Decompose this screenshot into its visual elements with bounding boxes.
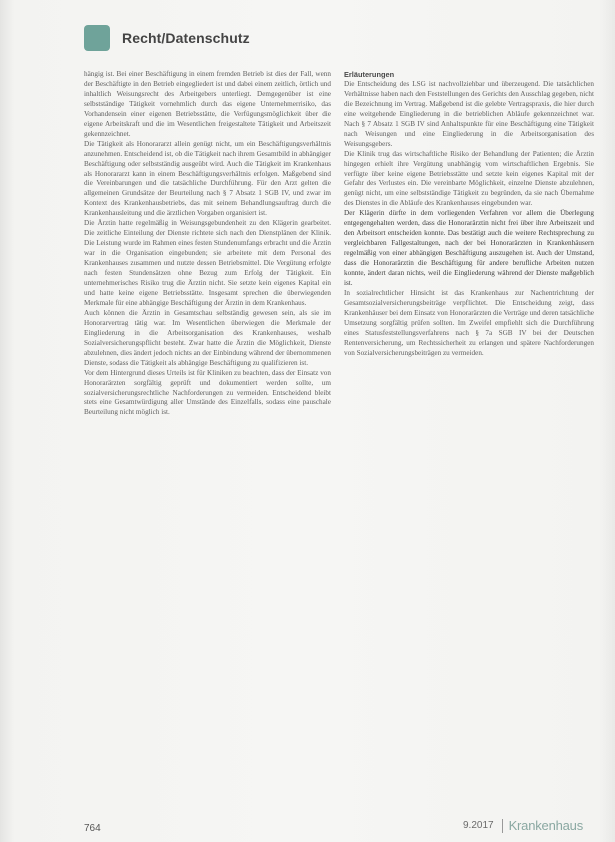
section-header	[84, 25, 250, 51]
issue-label: 9.2017	[462, 820, 494, 831]
left-column	[84, 70, 331, 418]
right-subhead: Erläuterungen	[344, 70, 395, 79]
right-column	[344, 70, 594, 359]
right-paragraph: Der Klägerin dürfte in dem vorliegenden Verfahren vor allem die Überlegung entgegengehalten werden, dass die Honorarärztin nicht frei über ihre Arbeitszeit und den Arbeitsort entscheiden konnte. Das bestätigt auch die weitere Rechtsprechung zu vergleichbaren Fallgestaltungen, nach der bei Honorarärzten in Krankenhäusern regelmäßig von einer abhängigen Beschäftigung auszugehen ist. Auch der Umstand, dass die Honorarärztin die Beschäftigung für andere berufliche Arbeiten nutzen konnte, ändert daran nichts, weil die Eingliederung während der Dienste maßgeblich ist.	[344, 209, 594, 288]
magazine-brand: Krankenhaus	[508, 818, 583, 833]
section-logo-square	[84, 25, 110, 51]
right-paragraph: In sozialrechtlicher Hinsicht ist das Krankenhaus zur Nachentrichtung der Gesamtsozialversicherungsbeiträge verpflichtet. Die Entscheidung zeigt, dass Krankenhäuser bei dem Einsatz von Honorarärzten die Verträge und deren tatsächliche Umsetzung sorgfältig prüfen sollten. Im Zweifel empfiehlt sich die Durchführung eines Statusfeststellungsverfahrens nach § 7a SGB IV bei der Deutschen Rentenversicherung, um Rechtssicherheit zu erlangen und spätere Nachforderungen von Sozialversicherungsbeiträgen zu vermeiden.	[344, 288, 594, 357]
right-paragraph: Die Klinik trug das wirtschaftliche Risiko der Behandlung der Patienten; die Ärztin hingegen erhielt ihre Vergütung unabhängig vom wirtschaftlichen Ergebnis. Sie verfügte über keine eigene Betriebsstätte und setzte kein eigenes Kapital mit der Gefahr des Verlustes ein. Die vereinbarte Möglichkeit, einzelne Dienste abzulehnen, genügt nicht, um eine selbstständige Tätigkeit zu begründen, da sie nach Übernahme des Dienstes in die Abläufe des Krankenhauses eingebunden war.	[344, 149, 594, 208]
page-number: 764	[84, 823, 101, 834]
left-paragraph: Auch können die Ärztin in Gesamtschau selbständig gewesen sein, als sie im Honorarvertrag tätig war. Im Wesentlichen überwiegen die Merkmale der Eingliederung in die Arbeitsorganisation des Krankenhauses, weshalb Sozialversicherungspflicht besteht. Zwar hatte die Ärztin die Möglichkeit, Dienste abzulehnen, dies ändert jedoch nichts an der Einbindung während der übernommenen Dienste, sodass die Tätigkeit als abhängige Beschäftigung zu qualifizieren ist.	[84, 308, 331, 367]
left-paragraph: Die Tätigkeit als Honorararzt allein genügt nicht, um ein Beschäftigungsverhältnis anzunehmen. Entscheidend ist, ob die Tätigkeit nach ihrem Gesamtbild in abhängiger Beschäftigung oder selbstständig ausgeübt wird. Auch die Tätigkeit im Krankenhaus als Honorararzt kann in einem Beschäftigungsverhältnis erfolgen. Maßgebend sind die Vereinbarungen und die tatsächliche Durchführung. Für den Arzt gelten die allgemeinen Grundsätze der Beurteilung nach § 7 Absatz 1 SGB IV, und zwar im Kontext des Krankenhausbetriebs, das mit seinem Behandlungsauftrag durch die Krankenhausleitung und die ärztlichen Vorgaben organisiert ist.	[84, 139, 331, 218]
section-title: Recht/Datenschutz	[122, 30, 250, 46]
left-paragraph: Die Ärztin hatte regelmäßig in Weisungsgebundenheit zu den Klägerin gearbeitet. Die zeitliche Einteilung der Dienste richtete sich nach den Dienstplänen der Klinik. Die Leistung wurde im Rahmen eines festen Stundenumfangs erbracht und die Ärztin war in die Organisation eingebunden; sie arbeitete mit dem Personal des Krankenhauses zusammen und nutzte dessen Betriebsmittel. Die Vergütung erfolgte nach festen Stundensätzen ohne Bezug zum Erfolg der Tätigkeit. Ein unternehmerisches Risiko trug die Ärztin nicht. Sie setzte kein eigenes Kapital ein und hatte keine eigene Betriebsstätte. Insgesamt sprechen die überwiegenden Merkmale für eine abhängige Beschäftigung der Ärztin in dem Krankenhaus.	[84, 219, 331, 307]
footer-branding	[463, 818, 583, 833]
left-paragraph: Vor dem Hintergrund dieses Urteils ist für Kliniken zu beachten, dass der Einsatz von Honorarärzten sorgfältig geprüft und dokumentiert werden sollte, um sozialversicherungsrechtliche Nachforderungen zu vermeiden. Entscheidend bleibt stets eine Gesamtwürdigung aller Umstände des Einzelfalls, sodass eine pauschale Beurteilung nicht möglich ist.	[84, 368, 331, 417]
footer-divider	[502, 819, 503, 833]
right-paragraph: Die Entscheidung des LSG ist nachvollziehbar und überzeugend. Die tatsächlichen Verhältnisse haben nach den Feststellungen des Gerichts den Ausschlag gegeben, nicht die Bezeichnung im Vertrag. Maßgebend ist die gelebte Vertragspraxis, die hier durch eine weitgehende Eingliederung in die betrieblichen Abläufe gekennzeichnet war. Nach § 7 Absatz 1 SGB IV sind Anhaltspunkte für eine Beschäftigung eine Tätigkeit nach Weisungen und eine Eingliederung in die Arbeitsorganisation des Weisungsgebers.	[344, 79, 594, 148]
left-paragraph: hängig ist. Bei einer Beschäftigung in einem fremden Betrieb ist dies der Fall, wenn der Beschäftigte in den Betrieb eingegliedert ist und dabei einem zeitlich, örtlich und inhaltlich Weisungsrecht des Arbeitgebers unterliegt. Demgegenüber ist eine selbstständige Tätigkeit vornehmlich durch das eigene Unternehmerrisiko, das Vorhandensein einer eigenen Betriebsstätte, die Verfügungsmöglichkeit über die eigene Arbeitskraft und die im Wesentlichen freigestaltete Tätigkeit und Arbeitszeit gekennzeichnet.	[84, 70, 331, 138]
